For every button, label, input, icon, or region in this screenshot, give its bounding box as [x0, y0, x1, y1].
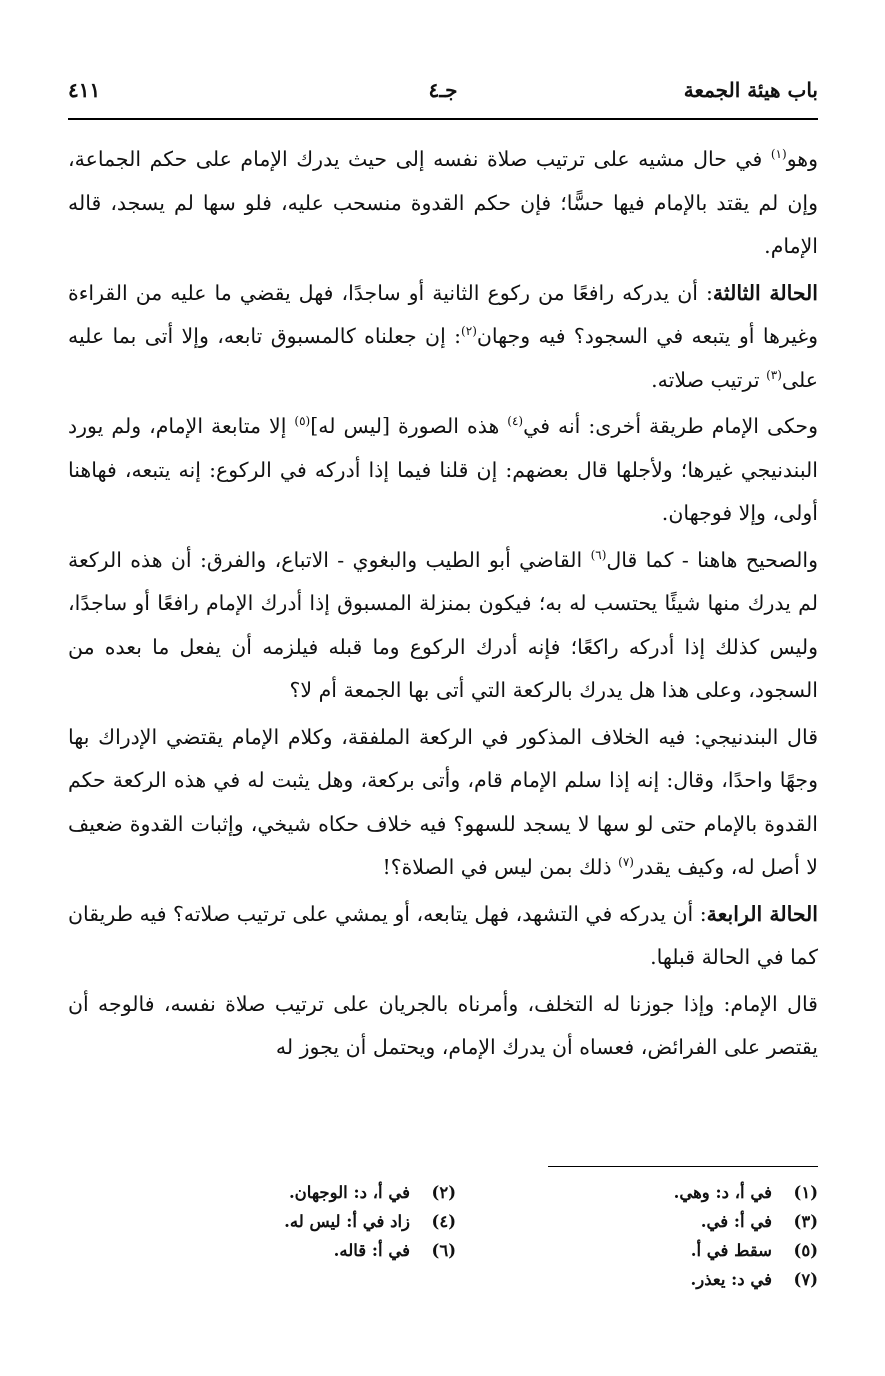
footnote-ref: (٦): [590, 547, 607, 562]
footnote-ref: (٧): [618, 855, 634, 870]
footnote-number: (١): [793, 1183, 818, 1202]
header-rule: [68, 118, 818, 120]
section-heading: الحالة الرابعة: [706, 901, 818, 926]
footnote-ref: (٥): [294, 414, 311, 429]
footnote-text: في د: يعذر.: [690, 1270, 772, 1289]
text-run: وحكى الإمام طريقة أخرى: أنه في: [523, 414, 818, 438]
text-run: قال الإمام: وإذا جوزنا له التخلف، وأمرناه بالجريان على ترتيب صلاة نفسه، فالوجه أن يقتصر على الفرائض، فعساه أن يدرك الإمام، ويحتمل أن يجوز له: [68, 991, 818, 1059]
footnote-text: في أ، د: الوجهان.: [288, 1183, 410, 1202]
footnote: [701, 1207, 818, 1236]
footnote-number: (٦): [431, 1241, 456, 1260]
section-heading: الحالة الثالثة: [712, 280, 819, 305]
footnote-number: (٥): [793, 1241, 818, 1260]
footnote-number: (٧): [793, 1270, 818, 1289]
text-run: القاضي أبو الطيب والبغوي - الاتباع، والفرق: أن هذه الركعة لم يدرك منها شيئًا يحتسب له به؛ فيكون بمنزلة المسبوق إذا أدرك الإمام رافعًا أو ساجدًا، وليس كذلك إذا أدركه راكعًا؛ فإنه أدرك الركوع وما قبله فيلزمه أن يفعل ما بعده من السجود، وعلى هذا هل يدرك بالركعة التي أتى بها الجمعة أم لا؟: [68, 547, 818, 702]
footnote: [284, 1207, 456, 1236]
footnote: [691, 1265, 819, 1294]
footnote-ref: (٢): [461, 324, 477, 339]
footnote-text: زاد في أ: ليس له.: [284, 1212, 410, 1231]
text-run: وهو: [786, 147, 818, 171]
footnote-ref: (٣): [766, 367, 782, 382]
text-run: ترتيب صلاته.: [651, 367, 767, 392]
running-header: [68, 78, 818, 114]
text-run: في حال مشيه على ترتيب صلاة نفسه إلى حيث يدرك الإمام على حكم الجماعة، وإن لم يقتد بالإمام فيها حسًّا؛ فإن حكم القدوة منسحب عليه، فلو سها لم يسجد، قاله الإمام.: [68, 147, 818, 258]
footnote: [674, 1178, 818, 1207]
text-run: إلا متابعة الإمام، ولم يورد البندنيجي غيرها؛ ولأجلها قال بعضهم: إن قلنا فيما إذا أدركه في الركوع: إنه يتبعه، فهاهنا أولى، وإلا فوجهان.: [68, 414, 818, 525]
paragraph: [68, 983, 818, 1070]
footnote-ref: (١): [770, 147, 787, 162]
footnote-number: (٣): [793, 1212, 818, 1231]
text-run: قال البندنيجي: فيه الخلاف المذكور في الركعة الملفقة، وكلام الإمام يقتضي الإدراك بها وجهًا واحدًا، وقال: إنه إذا سلم الإمام قام، وأتى بركعة، وهل يثبت له في هذه الركعة حكم القدوة بالإمام حتى لو سها لا يسجد للسهو؟ فيه خلاف حكاه شيخي، وإثبات القدوة ضعيف لا أصل له، وكيف يقدر: [68, 724, 818, 879]
volume-number: جـ٤: [428, 78, 458, 102]
footnote-separator: [548, 1166, 818, 1167]
footnote-text: في أ، د: وهي.: [673, 1183, 772, 1202]
footnote-number: (٤): [431, 1212, 456, 1231]
text-run: ذلك بمن ليس في الصلاة؟!: [382, 855, 619, 879]
text-run: : إن جعلناه كالمسبوق تابعه، وإلا أتى بما عليه على: [68, 324, 818, 392]
text-run: والصحيح هاهنا - كما قال: [606, 547, 818, 572]
paragraph: [68, 893, 818, 980]
footnote: [691, 1236, 818, 1265]
chapter-title: باب هيئة الجمعة: [683, 78, 818, 102]
paragraph: [68, 272, 818, 403]
footnote-text: في أ: في.: [700, 1212, 772, 1231]
footnote-number: (٢): [431, 1183, 456, 1202]
footnote-text: سقط في أ.: [690, 1241, 772, 1260]
footnote-text: في أ: قاله.: [333, 1241, 410, 1260]
paragraph: [68, 716, 818, 890]
footnote-ref: (٤): [507, 414, 524, 429]
paragraph: [68, 405, 818, 536]
text-run: : أن يدركه رافعًا من ركوع الثانية أو ساجدًا، فهل يقضي ما عليه من القراءة وغيرها أو يتبعه في السجود؟ فيه وجهان: [68, 280, 818, 348]
text-run: هذه الصورة [ليس له]: [310, 414, 508, 438]
main-text: [68, 138, 818, 1070]
paragraph: [68, 539, 818, 713]
text-run: : أن يدركه في التشهد، فهل يتابعه، أو يمشي على ترتيب صلاته؟ فيه طريقان كما في الحالة قبلها.: [68, 901, 818, 969]
page-number: ٤١١: [68, 78, 101, 102]
footnote: [289, 1178, 456, 1207]
paragraph: [68, 138, 818, 269]
footnote: [334, 1236, 456, 1265]
